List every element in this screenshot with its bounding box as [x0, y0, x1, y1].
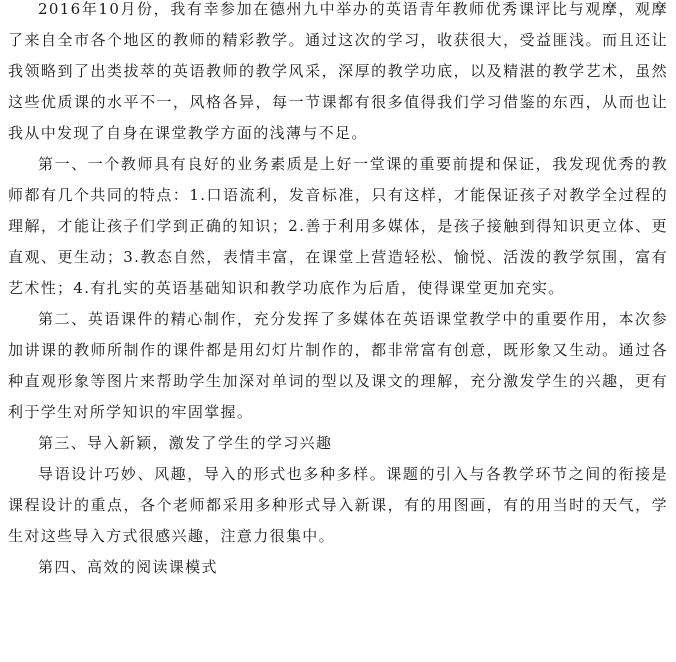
- section-4-heading: 第四、高效的阅读课模式: [38, 558, 218, 576]
- paragraph-section-2: 第二、英语课件的精心制作，充分发挥了多媒体在英语课堂教学中的重要作用，本次参加讲课的教师所制作的课件都是用幻灯片制作的，都非常富有创意，既形象又生动。通过各种直观形象等图片来帮助学生加深对单词的型以及课文的理解，充分激发学生的兴趣，更有利于学生对所学知识的牢固掌握。: [8, 310, 668, 421]
- paragraph-section-1: 第一、一个教师具有良好的业务素质是上好一堂课的重要前提和保证，我发现优秀的教师都有几个共同的特点：1.口语流利，发音标准，只有这样，才能保证孩子对教学全过程的理解，才能让孩子们学到正确的知识；2.善于利用多媒体，是孩子接触到得知识更立体、更直观、更生动；3.教态自然，表情丰富，在课堂上营造轻松、愉悦、活泼的教学氛围，富有艺术性；4.有扎实的英语基础知识和教学功底作为后盾，使得课堂更加充实。: [8, 155, 668, 297]
- document-body: [8, 0, 668, 583]
- paragraph-section-3: 导语设计巧妙、风趣，导入的形式也多种多样。课题的引入与各教学环节之间的衔接是课程设计的重点，各个老师都采用多种形式导入新课，有的用图画，有的用当时的天气，学生对这些导入方式很感兴趣，注意力很集中。: [8, 465, 668, 545]
- section-3-heading: 第三、导入新颖，激发了学生的学习兴趣: [38, 434, 333, 452]
- paragraph-intro: 2016年10月份，我有幸参加在德州九中举办的英语青年教师优秀课评比与观摩，观摩了来自全市各个地区的教师的精彩教学。通过这次的学习，收获很大，受益匪浅。而且还让我领略到了出类拔萃的英语教师的教学风采，深厚的教学功底，以及精湛的教学艺术，虽然这些优质课的水平不一，风格各异，每一节课都有很多值得我们学习借鉴的东西，从而也让我从中发现了自身在课堂教学方面的浅薄与不足。: [8, 0, 668, 142]
